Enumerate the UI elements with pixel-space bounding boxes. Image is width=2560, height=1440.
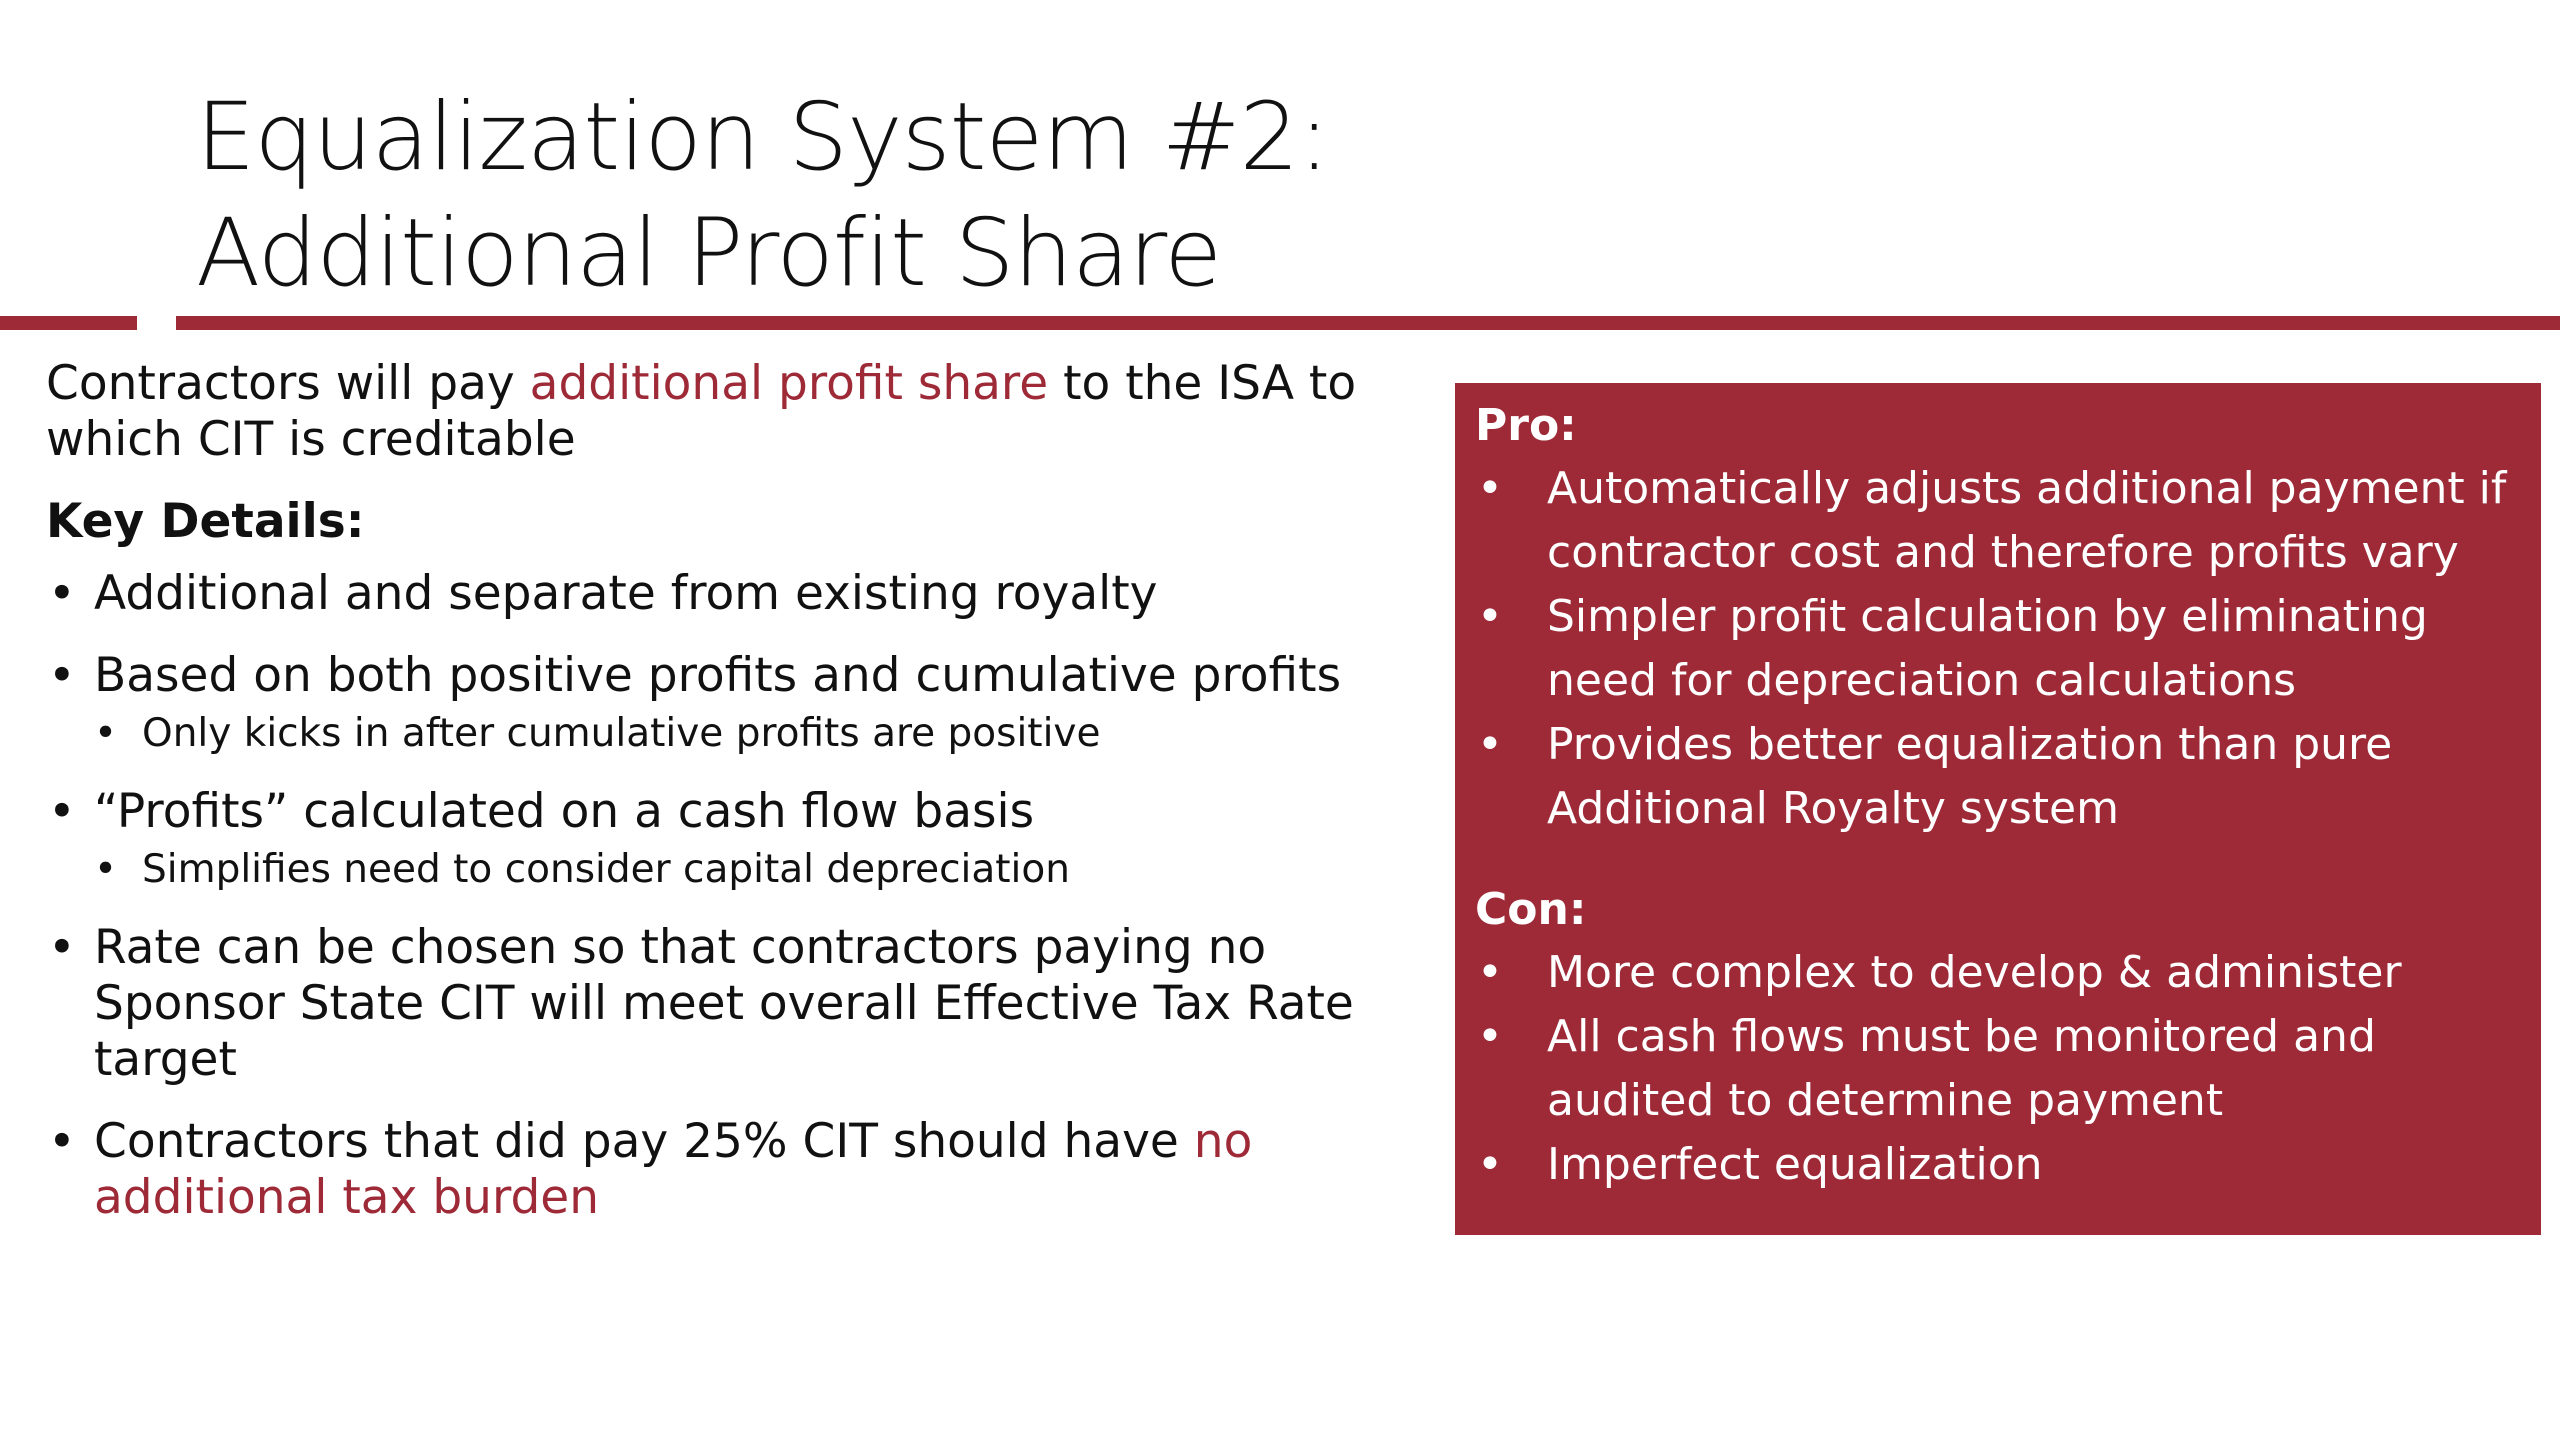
list-item [46, 1114, 1406, 1226]
key-details-list [46, 566, 1406, 1226]
list-item-text: Additional and separate from existing royalty [94, 566, 1158, 621]
pro-heading: Pro: [1475, 400, 1577, 451]
list-item-text: Based on both positive profits and cumulative profits [94, 648, 1342, 703]
list-item-text: Rate can be chosen so that contractors paying no Sponsor State CIT will meet overall Effective Tax Rate target [94, 920, 1354, 1087]
sub-list [94, 846, 1406, 894]
intro-paragraph [46, 356, 1406, 468]
list-item-text: Contractors that did pay 25% CIT should have [94, 1114, 1194, 1169]
con-item: • More complex to develop & administer [1475, 941, 2521, 1005]
con-heading: Con: [1475, 884, 1587, 935]
slide-title-line-1: Equalization System #2: [196, 83, 1329, 192]
list-item [46, 566, 1406, 622]
pro-item: • Simpler profit calculation by eliminating need for depreciation calculations [1475, 585, 2521, 713]
intro-text-after: to the ISA to which CIT is creditable [46, 356, 1357, 467]
pro-list [1475, 457, 2521, 841]
sub-list-item: • Only kicks in after cumulative profits are positive [94, 710, 1406, 758]
title-divider-right [176, 316, 2560, 330]
con-list [1475, 941, 2521, 1197]
list-item [46, 920, 1406, 1088]
left-column [46, 356, 1406, 1252]
key-details-heading: Key Details: [46, 494, 365, 549]
intro-text-before: Contractors will pay [46, 356, 530, 411]
list-item-highlight: no additional tax burden [94, 1114, 1253, 1225]
intro-highlight: additional profit share [529, 356, 1049, 411]
slide-title-line-2: Additional Profit Share [196, 199, 1222, 308]
sub-list [94, 710, 1406, 758]
pro-item: • Provides better equalization than pure Additional Royalty system [1475, 713, 2521, 841]
slide-title [196, 80, 1329, 312]
list-item [46, 648, 1406, 758]
pro-item: • Automatically adjusts additional payment if contractor cost and therefore profits vary [1475, 457, 2521, 585]
sub-list-item: • Simplifies need to consider capital depreciation [94, 846, 1406, 894]
con-item: • Imperfect equalization [1475, 1133, 2521, 1197]
list-item-text: “Profits” calculated on a cash flow basis [94, 784, 1035, 839]
title-divider-left [0, 316, 137, 330]
pro-con-panel [1455, 383, 2541, 1235]
list-item [46, 784, 1406, 894]
con-item: • All cash flows must be monitored and audited to determine payment [1475, 1005, 2521, 1133]
